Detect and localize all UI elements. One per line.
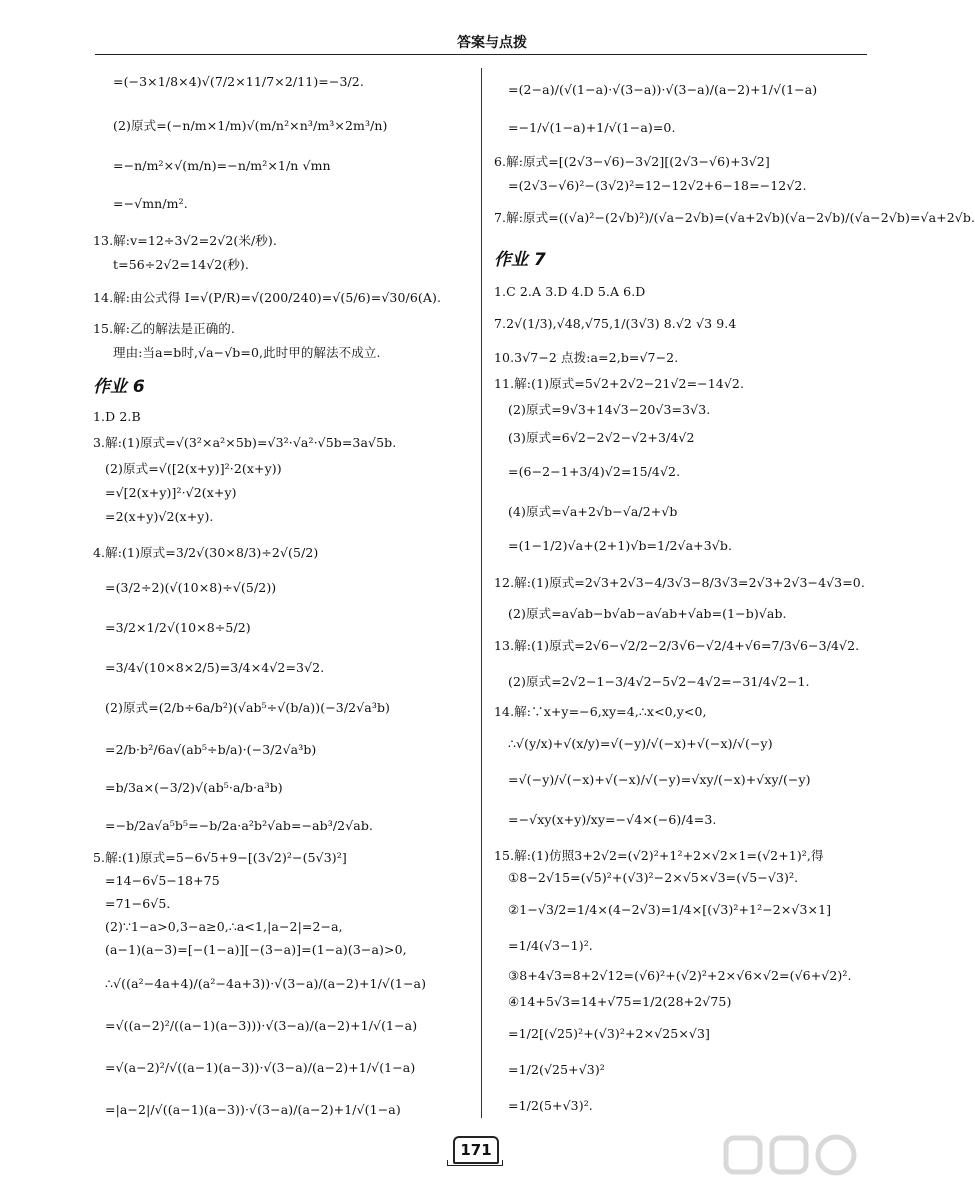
answer-line: (3)原式=6√2−2√2−√2+3/4√2: [508, 430, 695, 445]
answer-line: 11.解:(1)原式=5√2+2√2−21√2=−14√2.: [494, 376, 745, 391]
answer-line: =3/4√(10×8×2/5)=3/4×4√2=3√2.: [105, 660, 325, 675]
answer-line: (2)∵1−a>0,3−a≥0,∴a<1,|a−2|=2−a,: [105, 919, 343, 934]
answer-line: =(−3×1/8×4)√(7/2×11/7×2/11)=−3/2.: [113, 74, 364, 89]
answer-line: =1/2(5+√3)².: [508, 1098, 593, 1113]
watermark-logo-icon: [722, 1128, 862, 1186]
answer-line: 7.解:原式=((√a)²−(2√b)²)/(√a−2√b)=(√a+2√b)(√a−2√b)/(√a−2√b)=√a+2√b.: [494, 210, 975, 225]
answer-line: =2/b·b²/6a√(ab⁵÷b/a)·(−3/2√a³b): [105, 742, 317, 757]
answer-line: 1.D 2.B: [93, 409, 141, 424]
answer-line: =14−6√5−18+75: [105, 873, 220, 888]
answer-line: 6.解:原式=[(2√3−√6)−3√2][(2√3−√6)+3√2]: [494, 154, 770, 169]
answer-line: (4)原式=√a+2√b−√a/2+√b: [508, 504, 678, 519]
answer-line: 5.解:(1)原式=5−6√5+9−[(3√2)²−(5√3)²]: [93, 850, 347, 865]
answer-line: =−√mn/m².: [113, 196, 188, 211]
section-title-6: 作业 6: [93, 377, 145, 397]
answer-line: =√(a−2)²/√((a−1)(a−3))·√(3−a)/(a−2)+1/√(1−a): [105, 1060, 416, 1075]
answer-line: (2)原式=a√ab−b√ab−a√ab+√ab=(1−b)√ab.: [508, 606, 787, 621]
answer-line: (2)原式=(−n/m×1/m)√(m/n²×n³/m³×2m³/n): [113, 118, 388, 133]
answer-line: =2(x+y)√2(x+y).: [105, 509, 214, 524]
answer-line: =−n/m²×√(m/n)=−n/m²×1/n √mn: [113, 158, 331, 173]
answer-line: =71−6√5.: [105, 896, 171, 911]
answer-line: 4.解:(1)原式=3/2√(30×8/3)÷2√(5/2): [93, 545, 319, 560]
answer-line: 理由:当a=b时,√a−√b=0,此时甲的解法不成立.: [113, 345, 381, 360]
answer-line: (a−1)(a−3)=[−(1−a)][−(3−a)]=(1−a)(3−a)>0,: [105, 942, 407, 957]
answer-line: ②1−√3/2=1/4×(4−2√3)=1/4×[(√3)²+1²−2×√3×1]: [508, 902, 832, 917]
answer-line: (2)原式=√([2(x+y)]²·2(x+y)): [105, 461, 282, 476]
answer-line: 12.解:(1)原式=2√3+2√3−4/3√3−8/3√3=2√3+2√3−4√3=0.: [494, 575, 865, 590]
answer-line: ④14+5√3=14+√75=1/2(28+2√75): [508, 994, 732, 1009]
answer-line: 13.解:v=12÷3√2=2√2(米/秒).: [93, 233, 277, 248]
answer-line: 7.2√(1/3),√48,√75,1/(3√3) 8.√2 √3 9.4: [494, 316, 737, 331]
answer-line: t=56÷2√2=14√2(秒).: [113, 257, 249, 272]
answer-line: 3.解:(1)原式=√(3²×a²×5b)=√3²·√a²·√5b=3a√5b.: [93, 435, 397, 450]
answer-line: =−√xy(x+y)/xy=−√4×(−6)/4=3.: [508, 812, 717, 827]
answer-line: =√((a−2)²/((a−1)(a−3)))·√(3−a)/(a−2)+1/√(1−a): [105, 1018, 418, 1033]
answer-line: (2)原式=9√3+14√3−20√3=3√3.: [508, 402, 711, 417]
answer-line: =1/2(√25+√3)²: [508, 1062, 605, 1077]
answer-line: 10.3√7−2 点拨:a=2,b=√7−2.: [494, 350, 679, 365]
answer-line: =1/4(√3−1)².: [508, 938, 593, 953]
answer-line: ①8−2√15=(√5)²+(√3)²−2×√5×√3=(√5−√3)².: [508, 870, 799, 885]
answer-line: ∴√(y/x)+√(x/y)=√(−y)/√(−x)+√(−x)/√(−y): [508, 736, 773, 751]
page-number-book-icon: [447, 1160, 503, 1166]
answer-line: =(2−a)/(√(1−a)·√(3−a))·√(3−a)/(a−2)+1/√(1−a): [508, 82, 818, 97]
answer-line: =√(−y)/√(−x)+√(−x)/√(−y)=√xy/(−x)+√xy/(−y): [508, 772, 811, 787]
answer-line: =(6−2−1+3/4)√2=15/4√2.: [508, 464, 681, 479]
answer-line: ∴√((a²−4a+4)/(a²−4a+3))·√(3−a)/(a−2)+1/√(1−a): [105, 976, 427, 991]
answer-line: 13.解:(1)原式=2√6−√2/2−2/3√6−√2/4+√6=7/3√6−3/4√2.: [494, 638, 860, 653]
answer-line: 15.解:(1)仿照3+2√2=(√2)²+1²+2×√2×1=(√2+1)²,得: [494, 848, 824, 863]
page-header: [95, 30, 867, 55]
answer-line: 1.C 2.A 3.D 4.D 5.A 6.D: [494, 284, 646, 299]
answer-line: =−b/2a√a⁵b⁵=−b/2a·a²b²√ab=−ab³/2√ab.: [105, 818, 374, 833]
answer-line: 15.解:乙的解法是正确的.: [93, 321, 235, 336]
answer-line: =(2√3−√6)²−(3√2)²=12−12√2+6−18=−12√2.: [508, 178, 807, 193]
answer-line: =|a−2|/√((a−1)(a−3))·√(3−a)/(a−2)+1/√(1−a): [105, 1102, 401, 1117]
answer-line: =√[2(x+y)]²·√2(x+y): [105, 485, 237, 500]
answer-line: (2)原式=(2/b÷6a/b²)(√ab⁵÷√(b/a))(−3/2√a³b): [105, 700, 391, 715]
answer-line: =1/2[(√25)²+(√3)²+2×√25×√3]: [508, 1026, 710, 1041]
answer-line: 14.解:由公式得 I=√(P/R)=√(200/240)=√(5/6)=√30/6(A).: [93, 290, 442, 305]
answer-line: ③8+4√3=8+2√12=(√6)²+(√2)²+2×√6×√2=(√6+√2)².: [508, 968, 852, 983]
answer-line: =3/2×1/2√(10×8÷5/2): [105, 620, 251, 635]
answer-line: =(1−1/2)√a+(2+1)√b=1/2√a+3√b.: [508, 538, 733, 553]
section-title-7: 作业 7: [494, 250, 546, 270]
page-number: 171: [453, 1136, 499, 1164]
header-title: 答案与点拨: [457, 35, 527, 51]
answer-line: =(3/2÷2)(√(10×8)÷√(5/2)): [105, 580, 277, 595]
answer-line: (2)原式=2√2−1−3/4√2−5√2−4√2=−31/4√2−1.: [508, 674, 810, 689]
answer-line: 14.解:∵x+y=−6,xy=4,∴x<0,y<0,: [494, 704, 707, 719]
column-divider: [481, 68, 482, 1118]
answer-line: =b/3a×(−3/2)√(ab⁵·a/b·a³b): [105, 780, 283, 795]
answer-line: =−1/√(1−a)+1/√(1−a)=0.: [508, 120, 676, 135]
